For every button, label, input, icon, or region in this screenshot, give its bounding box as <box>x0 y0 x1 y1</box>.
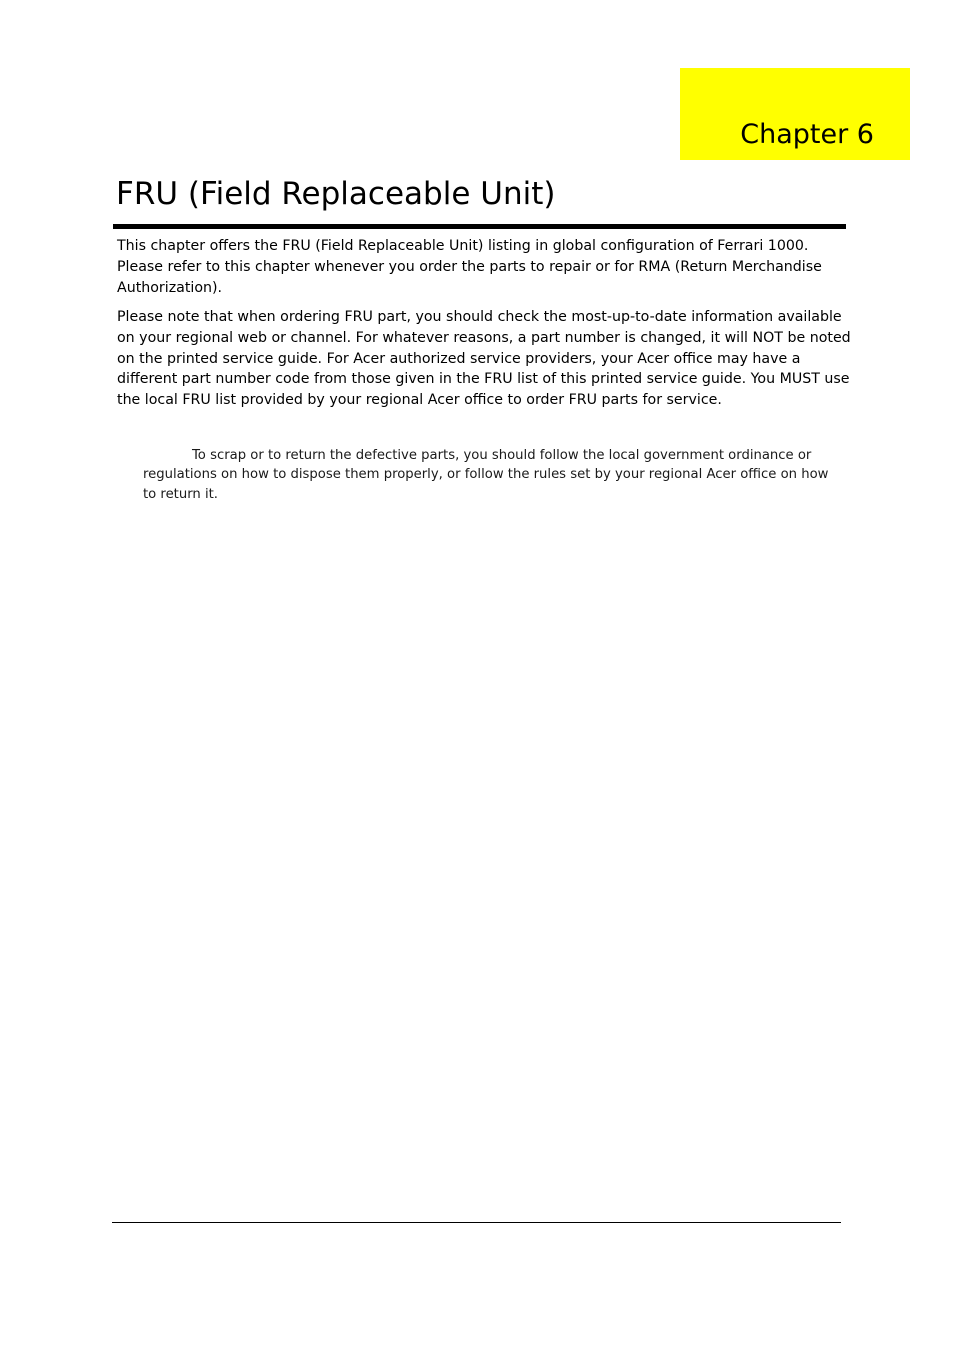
disposal-note: To scrap or to return the defective parts, you should follow the local government ordinance or regulations on how to dispose them properly, or follow the rules set by your regional Acer office on how to return it. <box>143 448 829 502</box>
chapter-label: Chapter 6 <box>740 119 874 150</box>
footer-divider <box>112 1222 841 1223</box>
intro-paragraph: This chapter offers the FRU (Field Replaceable Unit) listing in global configuration of Ferrari 1000. Please refer to this chapter whenever you order the parts to repair or for RMA (Return Merchandise Authorization). <box>117 238 822 296</box>
title-divider <box>113 224 846 229</box>
page-title: FRU (Field Replaceable Unit) <box>116 176 556 212</box>
chapter-tab <box>680 68 910 160</box>
ordering-note-paragraph: Please note that when ordering FRU part, you should check the most-up-to-date information available on your regional web or channel. For whatever reasons, a part number is changed, it will NOT be noted on the printed service guide. For Acer authorized service providers, your Acer office may have a different part number code from those given in the FRU list of this printed service guide. You MUST use the local FRU list provided by your regional Acer office to order FRU parts for service. <box>117 309 851 409</box>
